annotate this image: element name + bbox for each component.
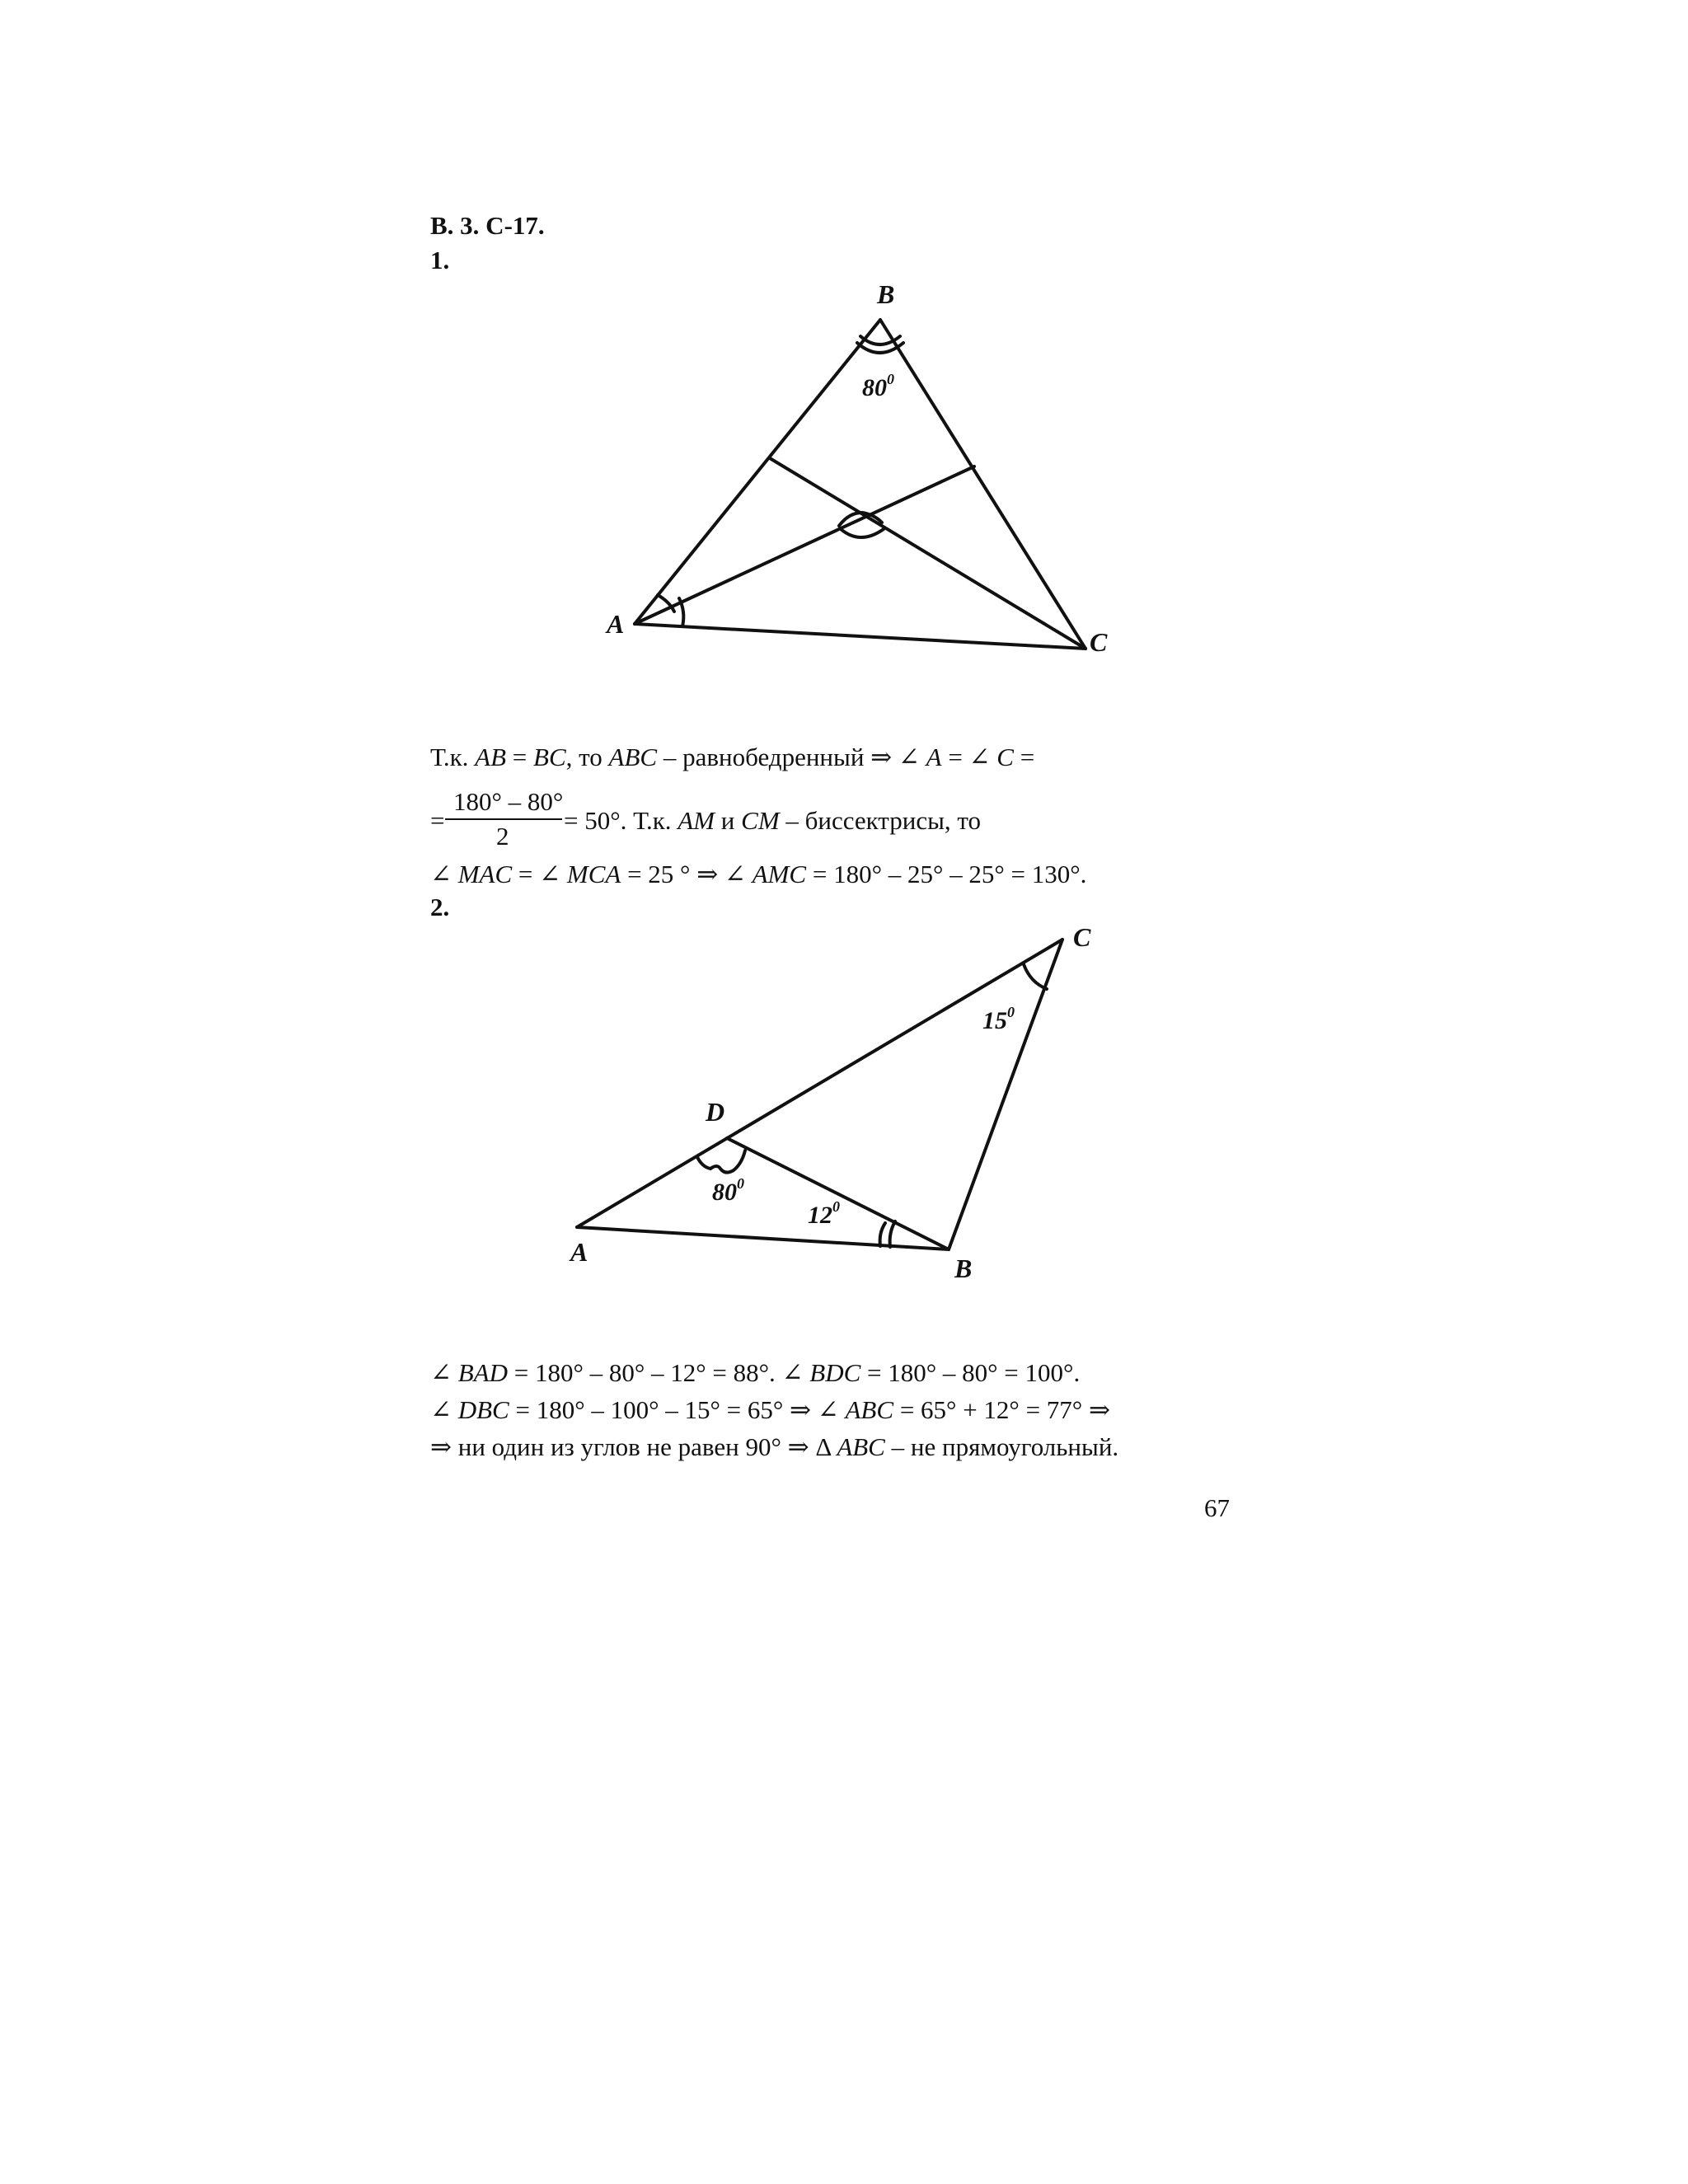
angle-dbc: DBC: [457, 1395, 509, 1424]
text: – биссектрисы, то: [779, 806, 982, 835]
text: , то: [565, 743, 609, 771]
angle-d-value: $80^0$: [712, 1175, 744, 1206]
vertex-d-label: D: [706, 1097, 725, 1127]
solution-2-line-1: [430, 1360, 1080, 1385]
fraction-denominator: 2: [496, 822, 509, 851]
angle-d-arc: [697, 1151, 745, 1173]
text: – не прямоугольный.: [884, 1432, 1119, 1461]
text: ∠: [430, 1395, 458, 1424]
vertex-a-label: A: [607, 609, 625, 639]
text: ∠: [430, 1358, 458, 1387]
side-bc: [880, 320, 1085, 649]
fraction: [445, 787, 564, 851]
segment-bc: BC: [533, 743, 566, 771]
triangle-abc-ref: ABC: [837, 1432, 885, 1461]
side-ac: [635, 624, 1085, 649]
angle-bad: BAD: [457, 1358, 508, 1387]
solution-2-line-3: [430, 1434, 1118, 1460]
solution-1-line-1: [430, 744, 1034, 770]
text: = 180° – 80° = 100°.: [860, 1358, 1081, 1387]
solution-1-line-2: [564, 808, 981, 833]
angle-b-arc-2-1: [880, 1223, 885, 1246]
text: = 180° – 80° – 12° = 88°. ∠: [508, 1358, 810, 1387]
bisector-am-ref: AM: [678, 806, 715, 835]
angle-amc: AMC: [752, 860, 807, 888]
text: = 25 ° ⇒ ∠: [621, 860, 753, 888]
triangle-abc: ABC: [608, 743, 658, 771]
text: = 180° – 100° – 15° = 65° ⇒ ∠: [509, 1395, 846, 1424]
angle-m-arc-bottom: [841, 529, 884, 537]
text: = ∠: [941, 743, 997, 771]
text: Т.к.: [430, 743, 476, 771]
angle-abc: ABC: [845, 1395, 894, 1424]
bisector-am: [635, 466, 974, 624]
vertex-c-label: C: [1090, 627, 1108, 657]
text: = 65° + 12° = 77° ⇒: [893, 1395, 1110, 1424]
vertex-b-label: B: [877, 279, 895, 309]
text: =: [506, 743, 534, 771]
problem-2-number: 2.: [430, 893, 450, 921]
text: =: [1013, 743, 1035, 771]
problem-1-number: 1.: [430, 246, 450, 274]
solution-1-line-3: [430, 861, 1086, 887]
page-number: 67: [1204, 1493, 1230, 1522]
angle-c: C: [996, 743, 1014, 771]
text: = 180° – 25° – 25° = 130°.: [806, 860, 1087, 888]
angle-c-arc: [1024, 964, 1047, 989]
angle-a: A: [926, 743, 942, 771]
solution-2-line-2: [430, 1397, 1110, 1422]
angle-bdc: BDC: [809, 1358, 861, 1387]
fraction-bar: [445, 818, 562, 820]
vertex-c2-label: C: [1073, 922, 1091, 952]
side-ab: [635, 320, 880, 624]
text: ⇒ ни один из углов не равен 90° ⇒ Δ: [430, 1432, 837, 1461]
angle-c2-value: $15^0$: [982, 1004, 1015, 1034]
angle-b-arc-2-2: [890, 1221, 895, 1247]
angle-b2-value: $12^0$: [808, 1198, 840, 1229]
angle-b-value: $80^0$: [862, 371, 894, 401]
segment-bd: [727, 1138, 949, 1249]
fraction-numerator: 180° – 80°: [453, 787, 564, 816]
segment-ab: AB: [475, 743, 507, 771]
variant-heading: В. 3. С-17.: [430, 211, 545, 240]
text: = ∠: [512, 860, 567, 888]
angle-mac: MAC: [457, 860, 513, 888]
text: ∠: [430, 860, 458, 888]
bisector-cm-ref: CM: [741, 806, 780, 835]
text: и: [715, 806, 742, 835]
text: = 50°. Т.к.: [564, 806, 678, 835]
text: – равнобедренный ⇒ ∠: [657, 743, 926, 771]
vertex-b2-label: B: [954, 1254, 973, 1283]
vertex-a2-label: A: [570, 1237, 588, 1267]
angle-mca: MCA: [566, 860, 621, 888]
solution-1-line-2-lead: =: [430, 806, 445, 835]
side-bc-2: [949, 940, 1062, 1249]
